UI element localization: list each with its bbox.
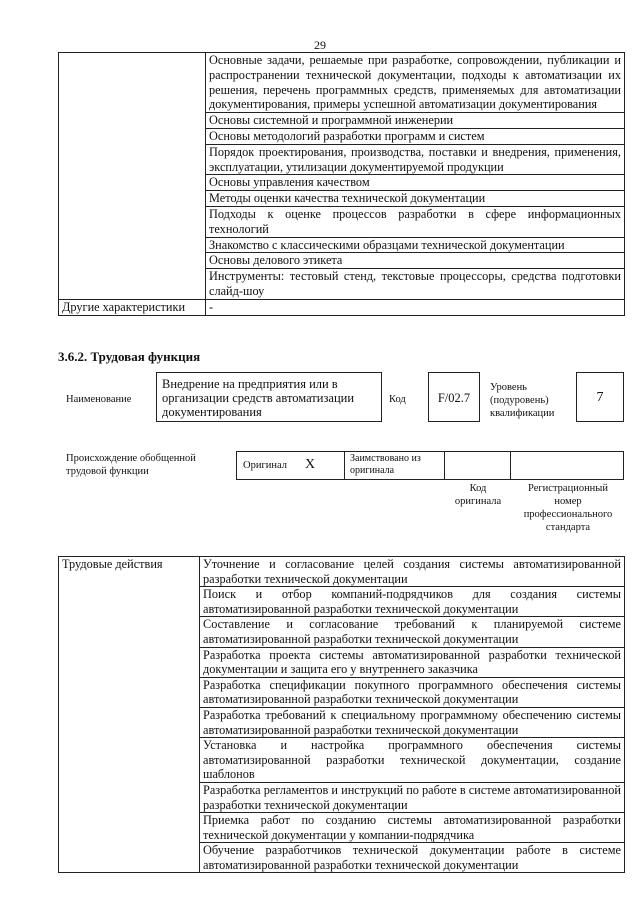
- table-cell: Поиск и отбор компаний-подрядчиков для создания системы автоматизированной разработки технической документации: [200, 587, 625, 617]
- table-cell: Разработка требований к специальному программному обеспечению системы автоматизированной разработки технической документации: [200, 707, 625, 737]
- page-number: 29: [314, 38, 326, 52]
- table-cell: Разработка спецификации покупного программного обеспечения системы автоматизированной разработки технической документации: [200, 677, 625, 707]
- section-heading: 3.6.2. Трудовая функция: [58, 349, 201, 364]
- level-box: [576, 372, 624, 422]
- name-box: [156, 372, 382, 422]
- table-cell: Приемка работ по созданию системы автоматизированной разработки технической документации у компании-подрядчика: [200, 813, 625, 843]
- table-cell: Основы системной и программной инженерии: [206, 113, 625, 129]
- table-cell: Инструменты: тестовый стенд, текстовые процессоры, средства подготовки слайд-шоу: [206, 269, 625, 300]
- labor-actions-label: Трудовые действия: [59, 557, 200, 873]
- table-cell: Установка и настройка программного обеспечения системы автоматизированной разработки технической документации, создание шаблонов: [200, 738, 625, 783]
- code-original-caption: Код оригинала: [454, 483, 502, 507]
- original-box: [236, 451, 345, 480]
- origin-label: Происхождение обобщенной трудовой функции: [66, 453, 196, 477]
- table-cell: Основы методологий разработки программ и систем: [206, 128, 625, 144]
- table-cell: Уточнение и согласование целей создания системы автоматизированной разработки технической документации: [200, 557, 625, 587]
- code-original-box: [444, 451, 511, 480]
- table-cell: Знакомство с классическими образцами технической документации: [206, 237, 625, 253]
- table-cell: Составление и согласование требований к планируемой системе автоматизированной разработки технической документации: [200, 617, 625, 647]
- reg-number-box: [510, 451, 624, 480]
- table-cell-label-empty: [59, 53, 206, 300]
- table-cell: Разработка регламентов и инструкций по работе в системе автоматизированной разработки технической документации: [200, 782, 625, 812]
- other-characteristics-label: Другие характеристики: [59, 299, 206, 315]
- level-label: Уровень (подуровень) квалификации: [490, 382, 555, 419]
- name-label: Наименование: [66, 394, 132, 405]
- table-cell: Обучение разработчиков технической документации работе в системе автоматизированной разработки технической документации: [200, 843, 625, 873]
- reg-number-caption: Регистрационный номер профессионального стандарта: [523, 483, 613, 533]
- name-value: Внедрение на предприятия или в организации средств автоматизации документирования: [162, 377, 355, 419]
- borrowed-label: Заимствовано из оригинала: [350, 453, 421, 476]
- code-box: [428, 372, 480, 422]
- table-cell: Методы оценки качества технической документации: [206, 191, 625, 207]
- table-cell: Основные задачи, решаемые при разработке, сопровождении, публикации и распространении технической документации, подходы к автоматизации их решения, перечень программных средств, применяемых для автоматизации документирования, примеры успешной автоматизации документирования: [206, 53, 625, 113]
- table-cell: Порядок проектирования, производства, поставки и внедрения, применения, эксплуатации, утилизации документируемой продукции: [206, 144, 625, 175]
- table-row: [59, 53, 625, 113]
- other-characteristics-value: -: [206, 299, 625, 315]
- code-label: Код: [389, 394, 406, 405]
- borrowed-box: [344, 451, 445, 480]
- table-cell: Подходы к оценке процессов разработки в сфере информационных технологий: [206, 206, 625, 237]
- knowledge-table: [58, 52, 625, 316]
- level-value: 7: [596, 390, 604, 405]
- original-mark: X: [305, 457, 316, 472]
- table-cell: Основы управления качеством: [206, 175, 625, 191]
- table-cell: Основы делового этикета: [206, 253, 625, 269]
- labor-actions-table: [58, 556, 625, 873]
- table-row: [59, 299, 625, 315]
- original-label: Оригинал: [243, 460, 287, 471]
- table-cell: Разработка проекта системы автоматизированной разработки технической документации и защита его у внутреннего заказчика: [200, 647, 625, 677]
- code-value: F/02.7: [437, 391, 471, 405]
- table-row: [59, 557, 625, 587]
